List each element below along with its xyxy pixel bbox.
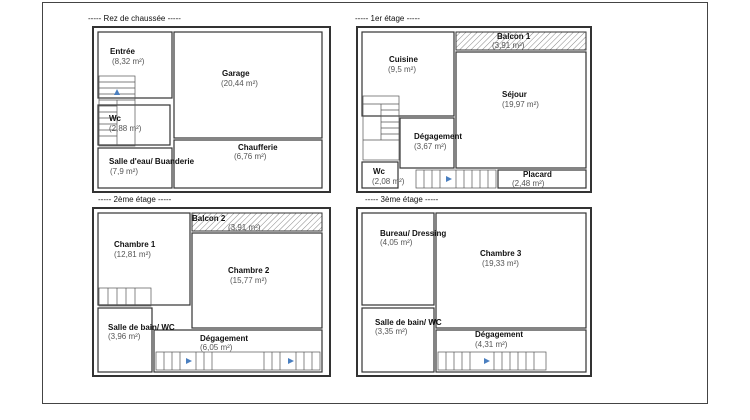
room-area: (12,81 m²) <box>114 250 151 259</box>
room-label: Chambre 2 <box>228 266 270 275</box>
room-area: (3,91 m²) <box>228 223 261 232</box>
room-label: Wc <box>373 167 385 176</box>
room-label: Cuisine <box>389 55 418 64</box>
room-label: Chaufferie <box>238 143 278 152</box>
stair-arrow-icon <box>446 176 452 182</box>
room-area: (7,9 m²) <box>110 167 138 176</box>
room-label: Balcon 1 <box>497 32 531 41</box>
room-label: Chambre 1 <box>114 240 156 249</box>
room-label: Entrée <box>110 47 135 56</box>
room-area: (20,44 m²) <box>221 79 258 88</box>
room-area: (3,67 m²) <box>414 142 447 151</box>
room-label: Salle d'eau/ Buanderie <box>109 157 195 166</box>
staircase <box>438 352 546 370</box>
room-area: (19,97 m²) <box>502 100 539 109</box>
floor-rez-de-chaussee <box>88 14 330 192</box>
floor-title: ----- 1er étage ----- <box>355 14 420 23</box>
room-chambre1 <box>98 213 190 305</box>
room-label: Placard <box>523 170 552 179</box>
room-sejour <box>456 52 586 168</box>
room-area: (3,35 m²) <box>375 327 408 336</box>
room-area: (19,33 m²) <box>482 259 519 268</box>
room-label: Chambre 3 <box>480 249 522 258</box>
room-area: (4,31 m²) <box>475 340 508 349</box>
room-chambre3 <box>436 213 586 328</box>
room-cuisine <box>362 32 454 116</box>
room-bureau <box>362 213 434 305</box>
room-label: Dégagement <box>200 334 249 343</box>
room-area: (9,5 m²) <box>388 65 416 74</box>
room-label: Séjour <box>502 90 527 99</box>
floor-1er-etage <box>355 14 591 192</box>
room-label: Salle de bain/ WC <box>108 323 175 332</box>
room-area: (2,08 m²) <box>372 177 405 186</box>
room-label: Garage <box>222 69 250 78</box>
floor-title: ----- 3ème étage ----- <box>365 195 439 204</box>
floor-title: ----- Rez de chaussée ----- <box>88 14 181 23</box>
room-area: (8,32 m²) <box>112 57 145 66</box>
room-area: (4,05 m²) <box>380 238 413 247</box>
room-area: (3,91 m²) <box>492 41 525 50</box>
floor-title: ----- 2ème étage ----- <box>98 195 172 204</box>
room-label: Dégagement <box>414 132 463 141</box>
staircase <box>99 76 135 146</box>
stair-arrow-icon <box>484 358 490 364</box>
stair-arrow-icon <box>186 358 192 364</box>
room-area: (2,88 m²) <box>109 124 142 133</box>
stair-arrow-icon <box>288 358 294 364</box>
room-area: (15,77 m²) <box>230 276 267 285</box>
room-area: (6,76 m²) <box>234 152 267 161</box>
room-area: (3,96 m²) <box>108 332 141 341</box>
floor-2eme-etage <box>93 195 330 376</box>
room-label: Balcon 2 <box>192 214 226 223</box>
room-label: Salle de bain/ WC <box>375 318 442 327</box>
room-area: (6,05 m²) <box>200 343 233 352</box>
room-label: Dégagement <box>475 330 524 339</box>
room-label: Bureau/ Dressing <box>380 229 447 238</box>
room-area: (2,48 m²) <box>512 179 545 188</box>
floor-3eme-etage <box>357 195 591 376</box>
stair-arrow-icon <box>114 89 120 95</box>
room-label: Wc <box>109 114 121 123</box>
